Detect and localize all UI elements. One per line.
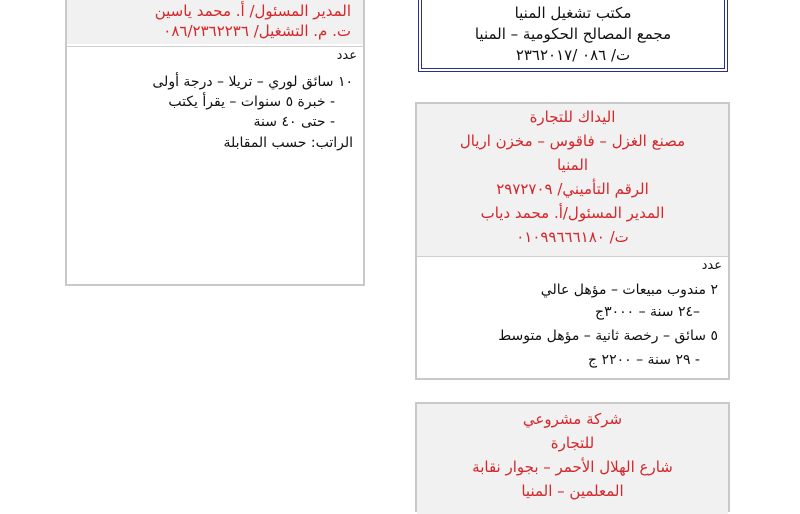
left-salary: الراتب: حسب المقابلة — [223, 135, 353, 151]
eldak-job-line-3: ٥ سائق – رخصة ثانية – مؤهل متوسط — [498, 328, 718, 344]
eldak-job-line-2: –٢٤ سنة – ٣٠٠٠ج — [595, 304, 700, 320]
mashroey-company-card — [415, 402, 730, 512]
eldak-count-label: عدد — [701, 258, 722, 273]
mashroey-name: شركة مشروعي — [522, 410, 623, 428]
office-line-2: مجمع المصالح الحكومية – المنيا — [474, 25, 672, 43]
left-job-line-2: - خبرة ٥ سنوات – يقرأ يكتب — [168, 94, 335, 110]
eldak-address-1: مصنع الغزل – فاقوس – مخزن اريال — [459, 132, 686, 150]
eldak-separator — [417, 256, 728, 257]
mashroey-address-1: شارع الهلال الأحمر – بجوار نقابة — [472, 458, 673, 476]
office-card — [418, 0, 728, 72]
mashroey-subtitle: للتجارة — [550, 434, 595, 452]
eldak-name: اليداك للتجارة — [529, 108, 616, 126]
office-line-1: مكتب تشغيل المنيا — [514, 4, 632, 22]
left-phone: ت. م. التشغيل/ ٠٨٦/٢٣٦٢٢٣٦ — [163, 22, 351, 40]
left-manager: المدير المسئول/ أ. محمد ياسين — [154, 2, 351, 20]
left-job-line-1: ١٠ سائق لوري – تريلا – درجة أولى — [152, 74, 353, 90]
left-separator — [67, 46, 363, 47]
eldak-manager: المدير المسئول/أ. محمد دياب — [480, 204, 665, 222]
eldak-insurance: الرقم التأميني/ ٢٩٧٢٧٠٩ — [496, 180, 649, 198]
eldak-phone: ت/ ٠١٠٩٩٦٦٦١٨٠ — [516, 228, 629, 246]
eldak-job-line-1: ٢ مندوب مبيعات – مؤهل عالي — [540, 282, 718, 298]
eldak-job-line-4: - ٢٩ سنة – ٢٢٠٠ ج — [588, 352, 700, 368]
left-job-line-3: - حتى ٤٠ سنة — [253, 114, 335, 130]
mashroey-address-2: المعلمين – المنيا — [521, 482, 624, 500]
eldak-company-card — [415, 102, 730, 380]
left-company-card — [65, 0, 365, 286]
office-phone: ت/ ٠٨٦ /٢٣٦٢٠١٧ — [515, 46, 631, 64]
left-count-label: عدد — [336, 48, 357, 63]
eldak-address-2: المنيا — [556, 156, 589, 174]
